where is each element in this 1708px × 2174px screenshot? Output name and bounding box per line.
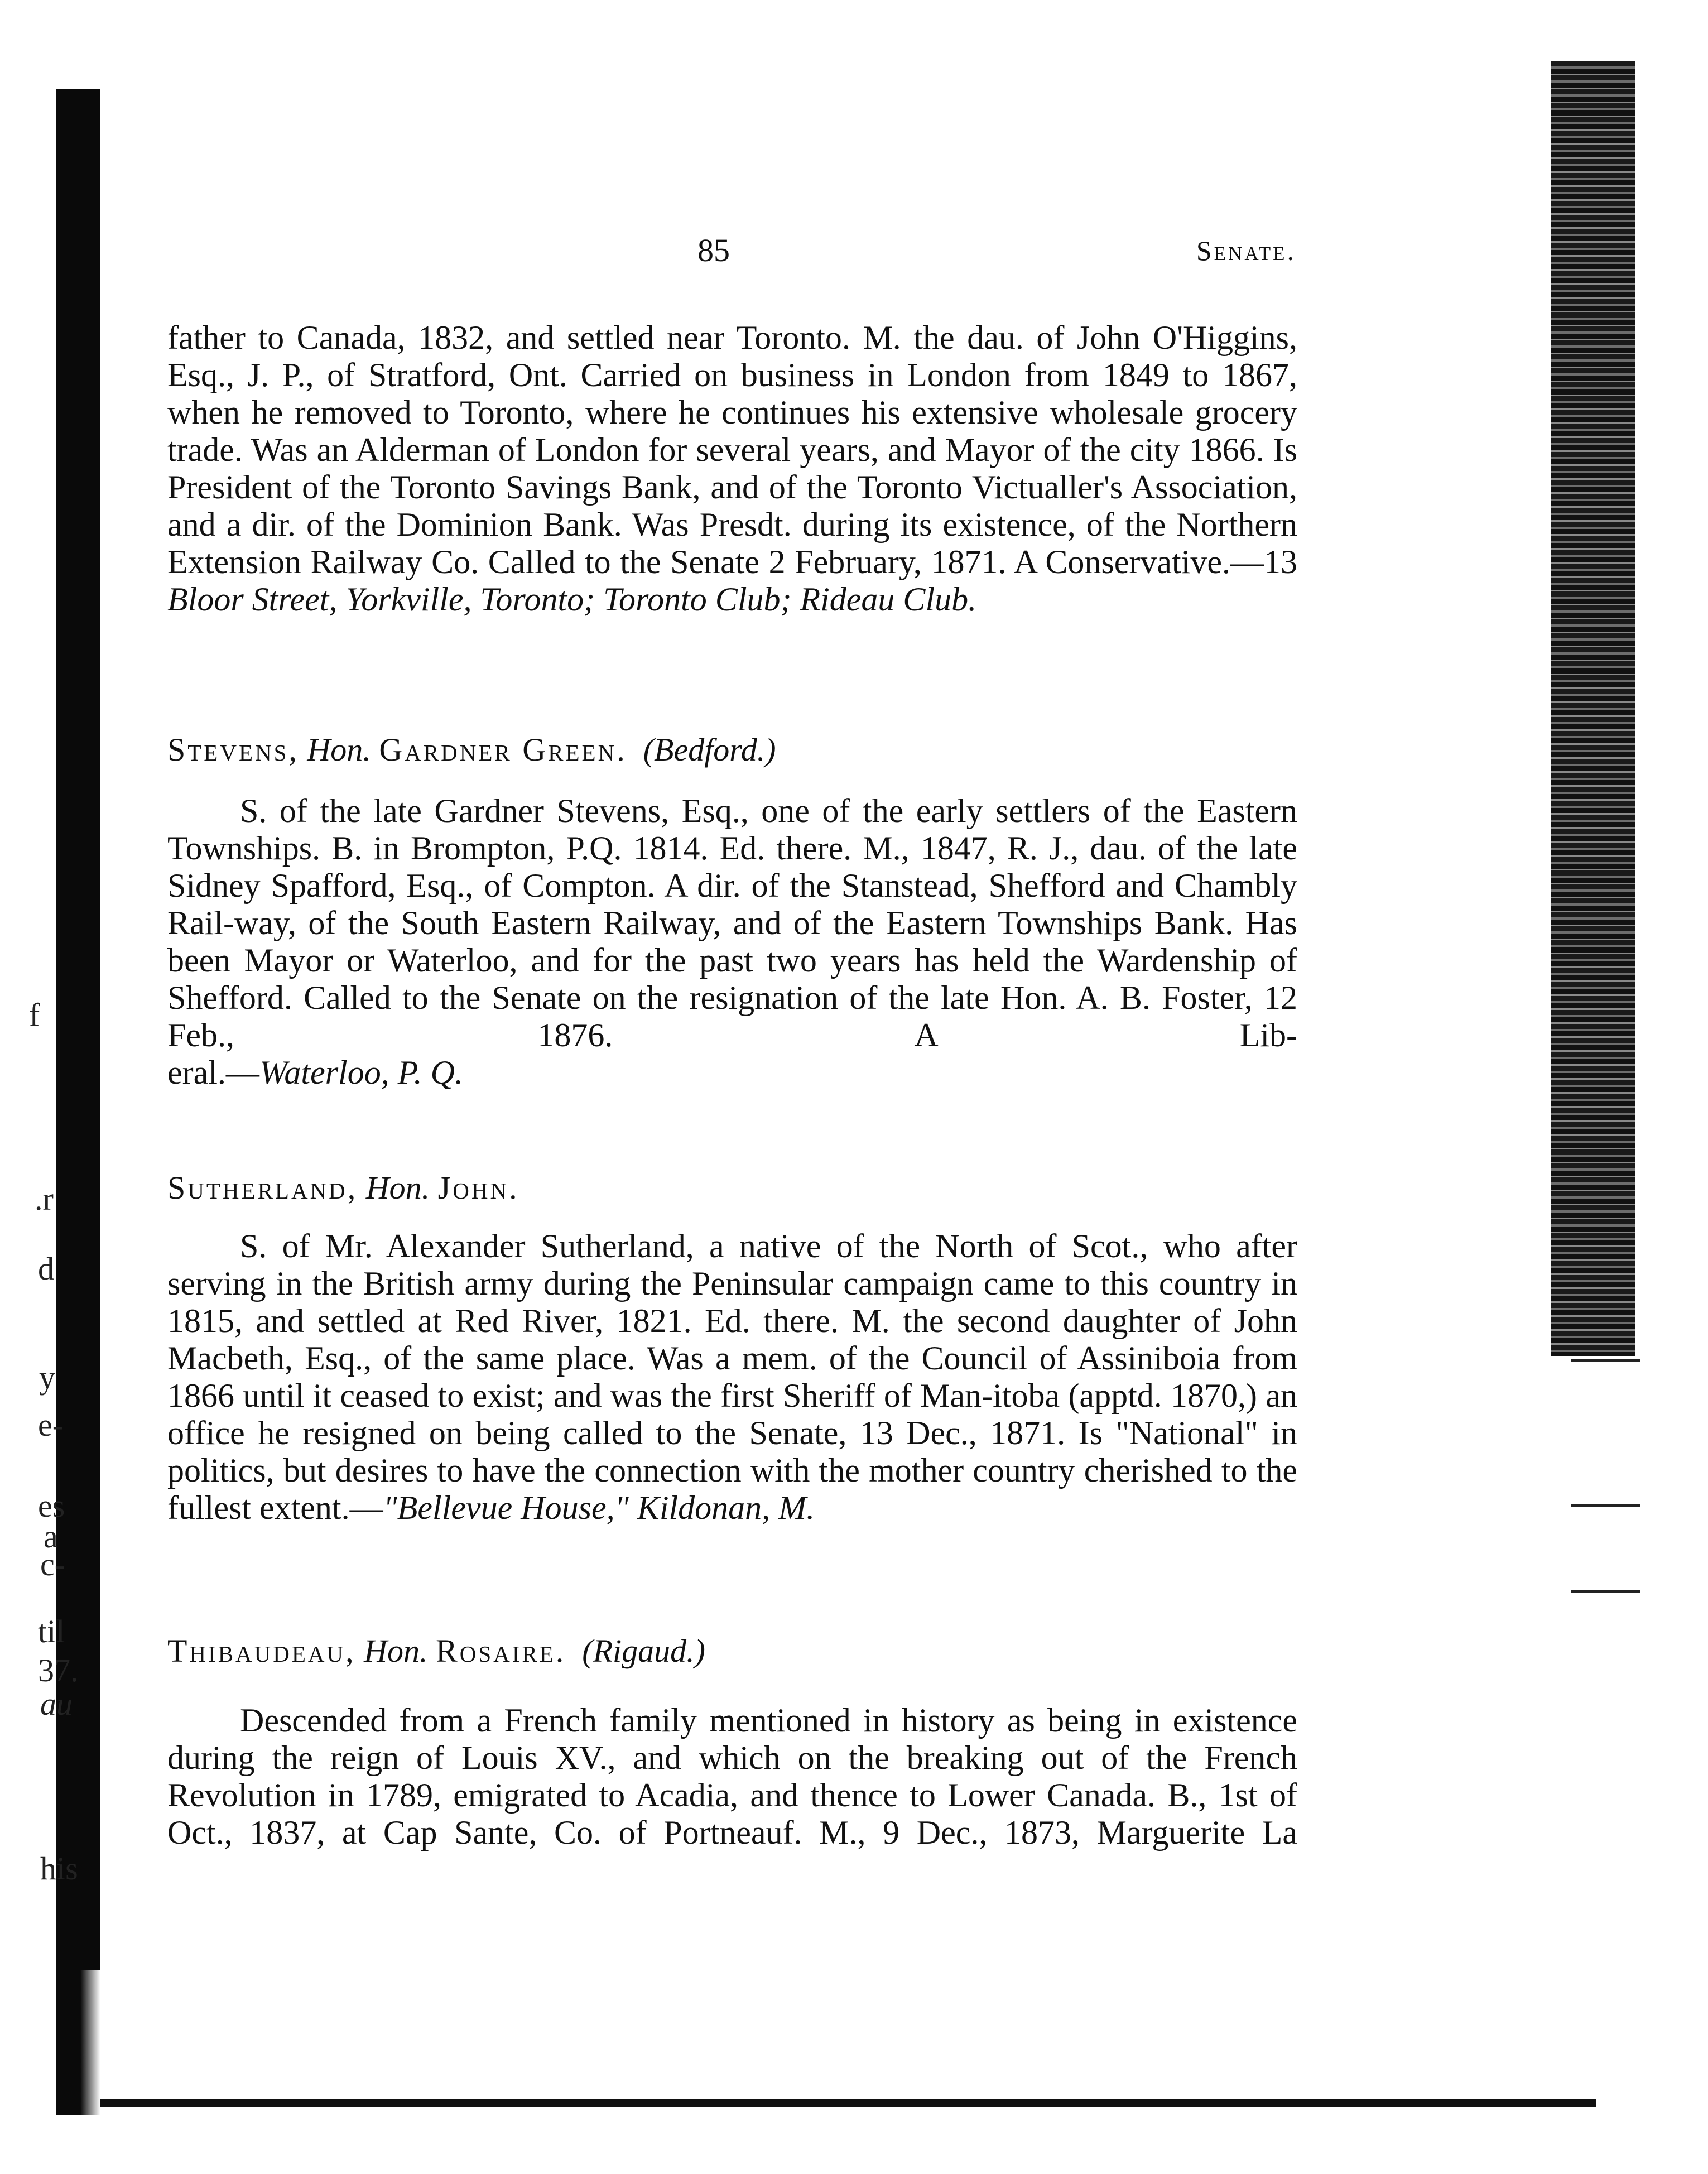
entry-heading-thibaudeau (167, 1632, 1297, 1670)
margin-fragment: y (39, 1359, 55, 1396)
paragraph-text: Descended from a French family mentioned in history as being in existence during the reign of Louis XV., and which on the breaking out of the French Revolution in 1789, emigrated to Acadia, and thence to Lower Canada. B., 1st of Oct., 1837, at Cap Sante, Co. of Portneauf. M., 9 Dec., 1873, Marguerite La (167, 1702, 1297, 1851)
paragraph-text: S. of Mr. Alexander Sutherland, a native of the North of Scot., who after serving in the British army during the Peninsular campaign came to this country in 1815, and settled at Red River, 1821. Ed. there. M. the second daughter of John Macbeth, Esq., of the same place. Was a mem. of the Council of Assiniboia from 1866 until it ceased to exist; and was the first Sheriff of Man-itoba (apptd. 1870,) an office he resigned on being called to the Senate, 13 Dec., 1871. Is "National" in politics, but desires to have the connection with the mother country cherished to the (167, 1228, 1297, 1489)
bottom-edge-shadow (100, 2099, 1596, 2107)
given-names: Gardner Green. (379, 732, 627, 768)
margin-fragment: e- (38, 1407, 64, 1443)
entry-text-thibaudeau (167, 1702, 1297, 1851)
margin-fragment: his (40, 1850, 78, 1887)
division: (Rigaud.) (582, 1633, 705, 1669)
running-title: Senate. (1196, 235, 1296, 266)
continuation-paragraph (167, 319, 1297, 618)
entry-heading-sutherland (167, 1169, 1297, 1206)
last-line: fullest extent.— (167, 1489, 383, 1526)
margin-fragment: .r (35, 1181, 54, 1217)
margin-fragment: 37. (38, 1652, 79, 1689)
paragraph-text: S. of the late Gardner Stevens, Esq., one of the early settlers of the Eastern Townships. B. in Brompton, P.Q. 1814. Ed. there. M., 1847, R. J., dau. of the late Sidney Spafford, Esq., of Compton. A dir. of the Stanstead, Shefford and Chambly Rail-way, of the South Eastern Railway, and of the Eastern Townships Bank. Has been Mayor or Waterloo, and for the past two years has held the Wardenship of Shefford. Called to the Senate on the resignation of the late Hon. A. B. Foster, 12 Feb., 1876. A Lib- (167, 792, 1297, 1054)
address: Bloor Street, Yorkville, Toronto; Toronto Club; Rideau Club. (167, 581, 977, 618)
edge-rule (1571, 1504, 1640, 1507)
entry-text-sutherland (167, 1228, 1297, 1527)
division: (Bedford.) (643, 732, 776, 768)
binding-shadow (56, 89, 100, 2115)
honorific: Hon. (364, 1633, 428, 1669)
surname: Stevens, (167, 732, 299, 768)
address: "Bellevue House," Kildonan, M. (383, 1489, 815, 1526)
margin-fragment: d (38, 1250, 54, 1287)
honorific: Hon. (307, 732, 371, 768)
margin-fragment: til (38, 1613, 65, 1649)
surname: Sutherland, (167, 1170, 358, 1206)
margin-fragment: c- (40, 1546, 66, 1583)
adjacent-page-edge (1551, 61, 1635, 1356)
entry-heading-stevens (167, 731, 1297, 768)
surname: Thibaudeau, (167, 1633, 356, 1669)
address: Waterloo, P. Q. (259, 1054, 463, 1091)
paragraph-text: father to Canada, 1832, and settled near Toronto. M. the dau. of John O'Higgins, Esq., J. P., of Stratford, Ont. Carried on business in London from 1849 to 1867, when he removed to Toronto, where he continues his extensive wholesale grocery trade. Was an Alderman of London for several years, and Mayor of the city 1866. Is President of the Toronto Savings Bank, and of the Toronto Victualler's Association, and a dir. of the Dominion Bank. Was Presdt. during its existence, of the Northern Extension Railway Co. Called to the Senate 2 February, 1871. A Conservative.—13 (167, 319, 1297, 580)
last-line: eral.— (167, 1054, 259, 1091)
given-names: John. (437, 1170, 519, 1206)
margin-fragment: a (44, 1518, 58, 1555)
entry-text-stevens (167, 792, 1297, 1091)
edge-rule (1571, 1359, 1640, 1362)
page-number: 85 (697, 232, 730, 268)
edge-rule (1571, 1590, 1640, 1593)
margin-fragment: au (40, 1686, 73, 1722)
honorific: Hon. (365, 1170, 430, 1206)
given-names: Rosaire. (436, 1633, 566, 1669)
margin-fragment: es (38, 1488, 65, 1524)
margin-fragment: f (29, 997, 40, 1033)
